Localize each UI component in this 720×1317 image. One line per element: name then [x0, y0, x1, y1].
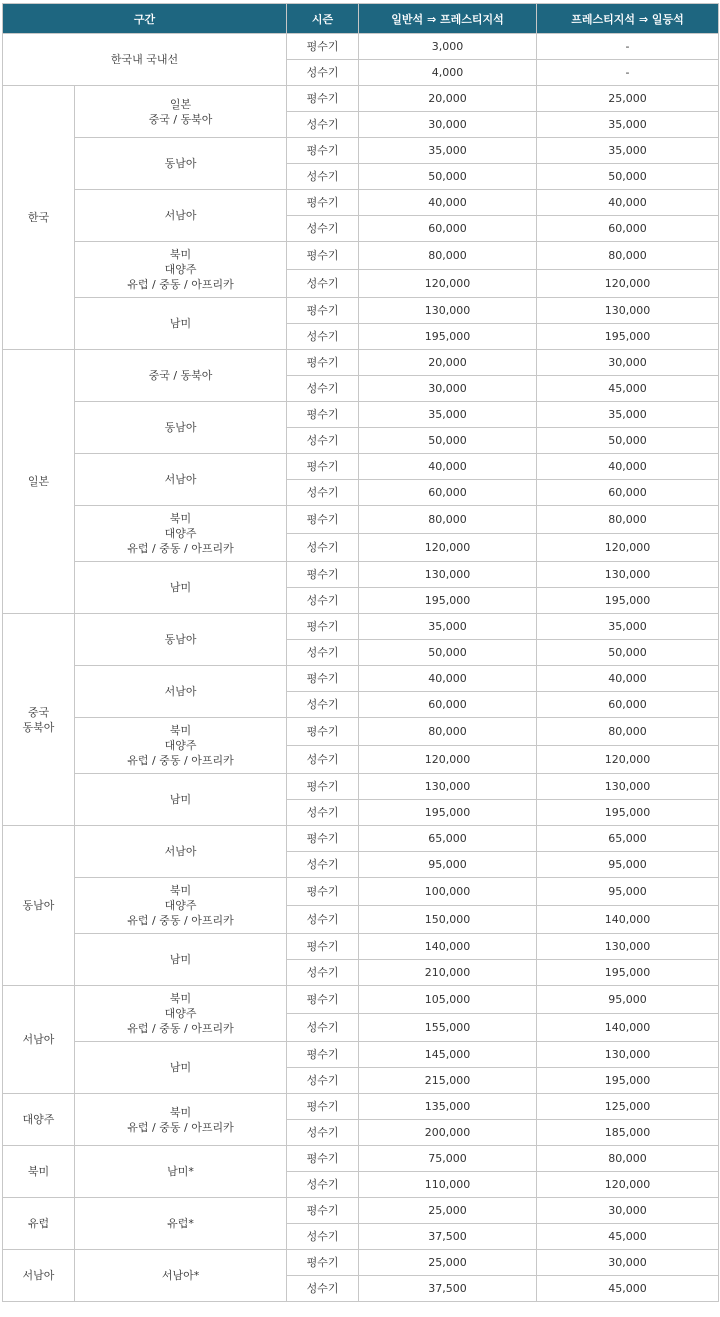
value-cell: 35,000 — [537, 402, 719, 428]
value-cell: 25,000 — [537, 86, 719, 112]
origin-region-cell: 서남아 — [3, 986, 75, 1094]
destination-cell: 유럽* — [75, 1198, 287, 1250]
value-cell: 145,000 — [359, 1042, 537, 1068]
season-cell: 평수기 — [287, 934, 359, 960]
value-cell: 40,000 — [359, 666, 537, 692]
destination-cell: 동남아 — [75, 614, 287, 666]
season-cell: 성수기 — [287, 692, 359, 718]
value-cell: 50,000 — [537, 428, 719, 454]
season-cell: 평수기 — [287, 666, 359, 692]
season-cell: 성수기 — [287, 1172, 359, 1198]
table-row — [3, 986, 719, 1014]
season-cell: 평수기 — [287, 138, 359, 164]
table-row — [3, 934, 719, 960]
value-cell: 130,000 — [537, 774, 719, 800]
value-cell: 105,000 — [359, 986, 537, 1014]
destination-cell: 중국 / 동북아 — [75, 350, 287, 402]
value-cell: 125,000 — [537, 1094, 719, 1120]
value-cell: 130,000 — [359, 298, 537, 324]
value-cell: 200,000 — [359, 1120, 537, 1146]
value-cell: 140,000 — [359, 934, 537, 960]
season-cell: 성수기 — [287, 534, 359, 562]
season-cell: 평수기 — [287, 826, 359, 852]
value-cell: 35,000 — [359, 402, 537, 428]
season-cell: 성수기 — [287, 588, 359, 614]
value-cell: 60,000 — [359, 480, 537, 506]
destination-cell: 남미 — [75, 562, 287, 614]
table-row — [3, 718, 719, 746]
table-row — [3, 34, 719, 60]
value-cell: 120,000 — [537, 534, 719, 562]
destination-cell: 북미 대양주 유럽 / 중동 / 아프리카 — [75, 242, 287, 298]
header-route: 구간 — [3, 4, 287, 34]
season-cell: 평수기 — [287, 1146, 359, 1172]
destination-cell: 서남아 — [75, 666, 287, 718]
value-cell: 45,000 — [537, 1276, 719, 1302]
value-cell: 40,000 — [537, 666, 719, 692]
season-cell: 평수기 — [287, 402, 359, 428]
value-cell: 60,000 — [537, 692, 719, 718]
season-cell: 평수기 — [287, 86, 359, 112]
value-cell: 130,000 — [359, 774, 537, 800]
value-cell: 37,500 — [359, 1276, 537, 1302]
upgrade-mileage-table — [2, 3, 719, 1302]
season-cell: 평수기 — [287, 986, 359, 1014]
value-cell: 80,000 — [537, 1146, 719, 1172]
value-cell: 35,000 — [359, 138, 537, 164]
season-cell: 성수기 — [287, 480, 359, 506]
table-row — [3, 506, 719, 534]
table-row — [3, 138, 719, 164]
value-cell: 120,000 — [359, 534, 537, 562]
season-cell: 평수기 — [287, 774, 359, 800]
value-cell: 80,000 — [359, 718, 537, 746]
table-row — [3, 826, 719, 852]
season-cell: 평수기 — [287, 454, 359, 480]
season-cell: 평수기 — [287, 298, 359, 324]
value-cell: 195,000 — [537, 960, 719, 986]
table-row — [3, 1094, 719, 1120]
season-cell: 성수기 — [287, 1120, 359, 1146]
header-season: 시즌 — [287, 4, 359, 34]
value-cell: - — [537, 60, 719, 86]
season-cell: 성수기 — [287, 376, 359, 402]
value-cell: 30,000 — [537, 350, 719, 376]
destination-cell: 서남아 — [75, 190, 287, 242]
origin-region-cell: 한국 — [3, 86, 75, 350]
value-cell: 65,000 — [537, 826, 719, 852]
value-cell: 130,000 — [537, 562, 719, 588]
season-cell: 평수기 — [287, 1094, 359, 1120]
table-row — [3, 298, 719, 324]
value-cell: 60,000 — [359, 216, 537, 242]
table-row — [3, 614, 719, 640]
value-cell: 4,000 — [359, 60, 537, 86]
table-row — [3, 402, 719, 428]
value-cell: 135,000 — [359, 1094, 537, 1120]
season-cell: 성수기 — [287, 164, 359, 190]
value-cell: 37,500 — [359, 1224, 537, 1250]
origin-region-cell: 중국 동북아 — [3, 614, 75, 826]
origin-region-cell: 서남아 — [3, 1250, 75, 1302]
value-cell: 3,000 — [359, 34, 537, 60]
value-cell: 210,000 — [359, 960, 537, 986]
season-cell: 평수기 — [287, 506, 359, 534]
season-cell: 평수기 — [287, 242, 359, 270]
value-cell: 75,000 — [359, 1146, 537, 1172]
value-cell: 120,000 — [359, 270, 537, 298]
value-cell: 130,000 — [537, 1042, 719, 1068]
season-cell: 성수기 — [287, 800, 359, 826]
table-row — [3, 190, 719, 216]
header-economy-to-prestige: 일반석 ⇒ 프레스티지석 — [359, 4, 537, 34]
value-cell: 195,000 — [359, 588, 537, 614]
value-cell: 50,000 — [359, 428, 537, 454]
table-row — [3, 1042, 719, 1068]
destination-cell: 남미* — [75, 1146, 287, 1198]
season-cell: 성수기 — [287, 906, 359, 934]
value-cell: 60,000 — [359, 692, 537, 718]
value-cell: 25,000 — [359, 1250, 537, 1276]
domestic-route: 한국내 국내선 — [3, 34, 287, 86]
destination-cell: 동남아 — [75, 402, 287, 454]
season-cell: 성수기 — [287, 324, 359, 350]
destination-cell: 남미 — [75, 774, 287, 826]
season-cell: 평수기 — [287, 614, 359, 640]
table-row — [3, 242, 719, 270]
season-cell: 평수기 — [287, 718, 359, 746]
season-cell: 성수기 — [287, 640, 359, 666]
season-cell: 성수기 — [287, 746, 359, 774]
season-cell: 평수기 — [287, 1042, 359, 1068]
table-row — [3, 666, 719, 692]
table-row — [3, 86, 719, 112]
value-cell: 140,000 — [537, 906, 719, 934]
value-cell: 65,000 — [359, 826, 537, 852]
destination-cell: 북미 대양주 유럽 / 중동 / 아프리카 — [75, 878, 287, 934]
value-cell: 195,000 — [359, 800, 537, 826]
season-cell: 평수기 — [287, 1250, 359, 1276]
season-cell: 평수기 — [287, 878, 359, 906]
value-cell: 40,000 — [359, 190, 537, 216]
value-cell: 50,000 — [359, 164, 537, 190]
value-cell: 50,000 — [537, 640, 719, 666]
value-cell: 40,000 — [537, 190, 719, 216]
table-row — [3, 774, 719, 800]
table-row — [3, 1198, 719, 1224]
value-cell: 130,000 — [537, 934, 719, 960]
value-cell: 120,000 — [537, 270, 719, 298]
value-cell: 25,000 — [359, 1198, 537, 1224]
origin-region-cell: 대양주 — [3, 1094, 75, 1146]
value-cell: 35,000 — [359, 614, 537, 640]
value-cell: 195,000 — [537, 800, 719, 826]
season-cell: 성수기 — [287, 216, 359, 242]
season-cell: 성수기 — [287, 60, 359, 86]
destination-cell: 동남아 — [75, 138, 287, 190]
value-cell: 30,000 — [359, 376, 537, 402]
value-cell: 80,000 — [359, 242, 537, 270]
destination-cell: 북미 유럽 / 중동 / 아프리카 — [75, 1094, 287, 1146]
value-cell: 215,000 — [359, 1068, 537, 1094]
value-cell: 45,000 — [537, 376, 719, 402]
value-cell: 20,000 — [359, 86, 537, 112]
season-cell: 성수기 — [287, 428, 359, 454]
season-cell: 성수기 — [287, 112, 359, 138]
value-cell: 110,000 — [359, 1172, 537, 1198]
value-cell: 60,000 — [537, 480, 719, 506]
season-cell: 성수기 — [287, 852, 359, 878]
value-cell: 50,000 — [537, 164, 719, 190]
season-cell: 평수기 — [287, 350, 359, 376]
table-header-row — [3, 4, 719, 34]
season-cell: 성수기 — [287, 1224, 359, 1250]
value-cell: 35,000 — [537, 614, 719, 640]
season-cell: 성수기 — [287, 1068, 359, 1094]
value-cell: 30,000 — [537, 1198, 719, 1224]
value-cell: 30,000 — [537, 1250, 719, 1276]
value-cell: 95,000 — [537, 986, 719, 1014]
origin-region-cell: 북미 — [3, 1146, 75, 1198]
value-cell: 120,000 — [537, 746, 719, 774]
value-cell: 35,000 — [537, 112, 719, 138]
destination-cell: 일본 중국 / 동북아 — [75, 86, 287, 138]
value-cell: 150,000 — [359, 906, 537, 934]
season-cell: 성수기 — [287, 270, 359, 298]
value-cell: 45,000 — [537, 1224, 719, 1250]
destination-cell: 북미 대양주 유럽 / 중동 / 아프리카 — [75, 506, 287, 562]
origin-region-cell: 일본 — [3, 350, 75, 614]
value-cell: 100,000 — [359, 878, 537, 906]
table-row — [3, 1146, 719, 1172]
season-cell: 성수기 — [287, 1014, 359, 1042]
value-cell: 50,000 — [359, 640, 537, 666]
table-row — [3, 562, 719, 588]
season-cell: 평수기 — [287, 1198, 359, 1224]
season-cell: 평수기 — [287, 34, 359, 60]
table-row — [3, 454, 719, 480]
value-cell: 195,000 — [537, 1068, 719, 1094]
value-cell: 80,000 — [537, 242, 719, 270]
table-row — [3, 350, 719, 376]
value-cell: 80,000 — [537, 506, 719, 534]
value-cell: 195,000 — [537, 588, 719, 614]
season-cell: 성수기 — [287, 1276, 359, 1302]
value-cell: 40,000 — [537, 454, 719, 480]
season-cell: 평수기 — [287, 190, 359, 216]
destination-cell: 남미 — [75, 934, 287, 986]
value-cell: 30,000 — [359, 112, 537, 138]
value-cell: 95,000 — [537, 852, 719, 878]
origin-region-cell: 유럽 — [3, 1198, 75, 1250]
origin-region-cell: 동남아 — [3, 826, 75, 986]
destination-cell: 서남아 — [75, 454, 287, 506]
value-cell: 140,000 — [537, 1014, 719, 1042]
value-cell: 80,000 — [537, 718, 719, 746]
value-cell: 130,000 — [359, 562, 537, 588]
season-cell: 성수기 — [287, 960, 359, 986]
value-cell: 95,000 — [537, 878, 719, 906]
value-cell: 195,000 — [537, 324, 719, 350]
value-cell: 120,000 — [359, 746, 537, 774]
value-cell: 60,000 — [537, 216, 719, 242]
destination-cell: 북미 대양주 유럽 / 중동 / 아프리카 — [75, 986, 287, 1042]
destination-cell: 남미 — [75, 298, 287, 350]
value-cell: 95,000 — [359, 852, 537, 878]
value-cell: - — [537, 34, 719, 60]
season-cell: 평수기 — [287, 562, 359, 588]
value-cell: 120,000 — [537, 1172, 719, 1198]
value-cell: 195,000 — [359, 324, 537, 350]
destination-cell: 남미 — [75, 1042, 287, 1094]
value-cell: 40,000 — [359, 454, 537, 480]
value-cell: 35,000 — [537, 138, 719, 164]
destination-cell: 서남아 — [75, 826, 287, 878]
table-row — [3, 878, 719, 906]
table-body — [3, 34, 719, 1302]
destination-cell: 북미 대양주 유럽 / 중동 / 아프리카 — [75, 718, 287, 774]
destination-cell: 서남아* — [75, 1250, 287, 1302]
table-row — [3, 1250, 719, 1276]
value-cell: 185,000 — [537, 1120, 719, 1146]
value-cell: 80,000 — [359, 506, 537, 534]
header-prestige-to-first: 프레스티지석 ⇒ 일등석 — [537, 4, 719, 34]
value-cell: 155,000 — [359, 1014, 537, 1042]
value-cell: 20,000 — [359, 350, 537, 376]
value-cell: 130,000 — [537, 298, 719, 324]
